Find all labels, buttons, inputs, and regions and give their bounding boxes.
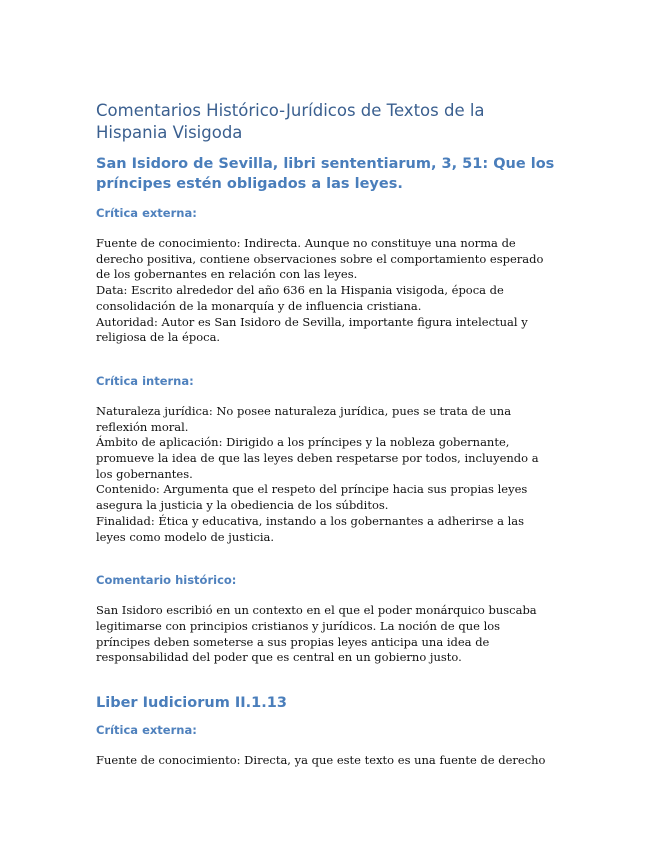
document-page xyxy=(96,100,566,769)
section1-heading xyxy=(96,154,566,194)
text-line: Ámbito de aplicación: Dirigido a los príncipes y la nobleza gobernante, xyxy=(96,435,510,450)
text-line: Fuente de conocimiento: Directa, ya que este texto es una fuente de derecho xyxy=(96,753,546,768)
text-line: príncipes deben someterse a sus propias leyes anticipa una idea de xyxy=(96,634,490,649)
section1-comentario-historico-text xyxy=(96,603,566,666)
text-line: Contenido: Argumenta que el respeto del príncipe hacia sus propias leyes xyxy=(96,482,528,497)
text-line: Naturaleza jurídica: No posee naturaleza jurídica, pues se trata de una xyxy=(96,403,512,418)
section2-heading: Liber Iudiciorum II.1.13 xyxy=(96,695,287,712)
text-line: Autoridad: Autor es San Isidoro de Sevilla, importante figura intelectual y xyxy=(96,314,528,329)
heading-line: San Isidoro de Sevilla, libri sententiarum, 3, 51: Que los xyxy=(96,156,555,172)
section1-comentario-historico-heading: Comentario histórico: xyxy=(96,573,237,588)
section1-critica-externa-text xyxy=(96,236,566,346)
text-line: Fuente de conocimiento: Indirecta. Aunque no constituye una norma de xyxy=(96,236,516,250)
text-line: derecho positiva, contiene observaciones sobre el comportamiento esperado xyxy=(96,251,544,266)
text-line: Finalidad: Ética y educativa, instando a los gobernantes a adherirse a las xyxy=(96,513,525,528)
text-line: Data: Escrito alrededor del año 636 en la Hispania visigoda, época de xyxy=(96,283,504,298)
text-line: los gobernantes. xyxy=(96,466,193,481)
section1-critica-interna-heading: Crítica interna: xyxy=(96,373,194,388)
document-title xyxy=(96,100,566,144)
section2-critica-externa-text xyxy=(96,753,566,769)
title-line: Hispania Visigoda xyxy=(96,123,243,142)
heading-line: príncipes estén obligados a las leyes. xyxy=(96,176,403,192)
text-line: asegura la justicia y la obediencia de los súbditos. xyxy=(96,498,389,513)
text-line: reflexión moral. xyxy=(96,419,189,434)
text-line: leyes como modelo de justicia. xyxy=(96,529,275,544)
text-line: legitimarse con principios cristianos y jurídicos. La noción de que los xyxy=(96,618,501,633)
section1-critica-externa-heading: Crítica externa: xyxy=(96,206,197,220)
text-line: consolidación de la monarquía y de influencia cristiana. xyxy=(96,298,422,313)
text-line: San Isidoro escribió en un contexto en el que el poder monárquico buscaba xyxy=(96,603,537,618)
title-line: Comentarios Histórico-Jurídicos de Textos de la xyxy=(96,101,485,120)
section1-critica-interna-text xyxy=(96,404,566,545)
section2-critica-externa-heading: Crítica externa: xyxy=(96,723,197,738)
text-line: de los gobernantes en relación con las leyes. xyxy=(96,267,358,282)
text-line: responsabilidad del poder que es central en un gobierno justo. xyxy=(96,650,462,665)
text-line: promueve la idea de que las leyes deben respetarse por todos, incluyendo a xyxy=(96,451,539,466)
text-line: religiosa de la época. xyxy=(96,330,221,345)
